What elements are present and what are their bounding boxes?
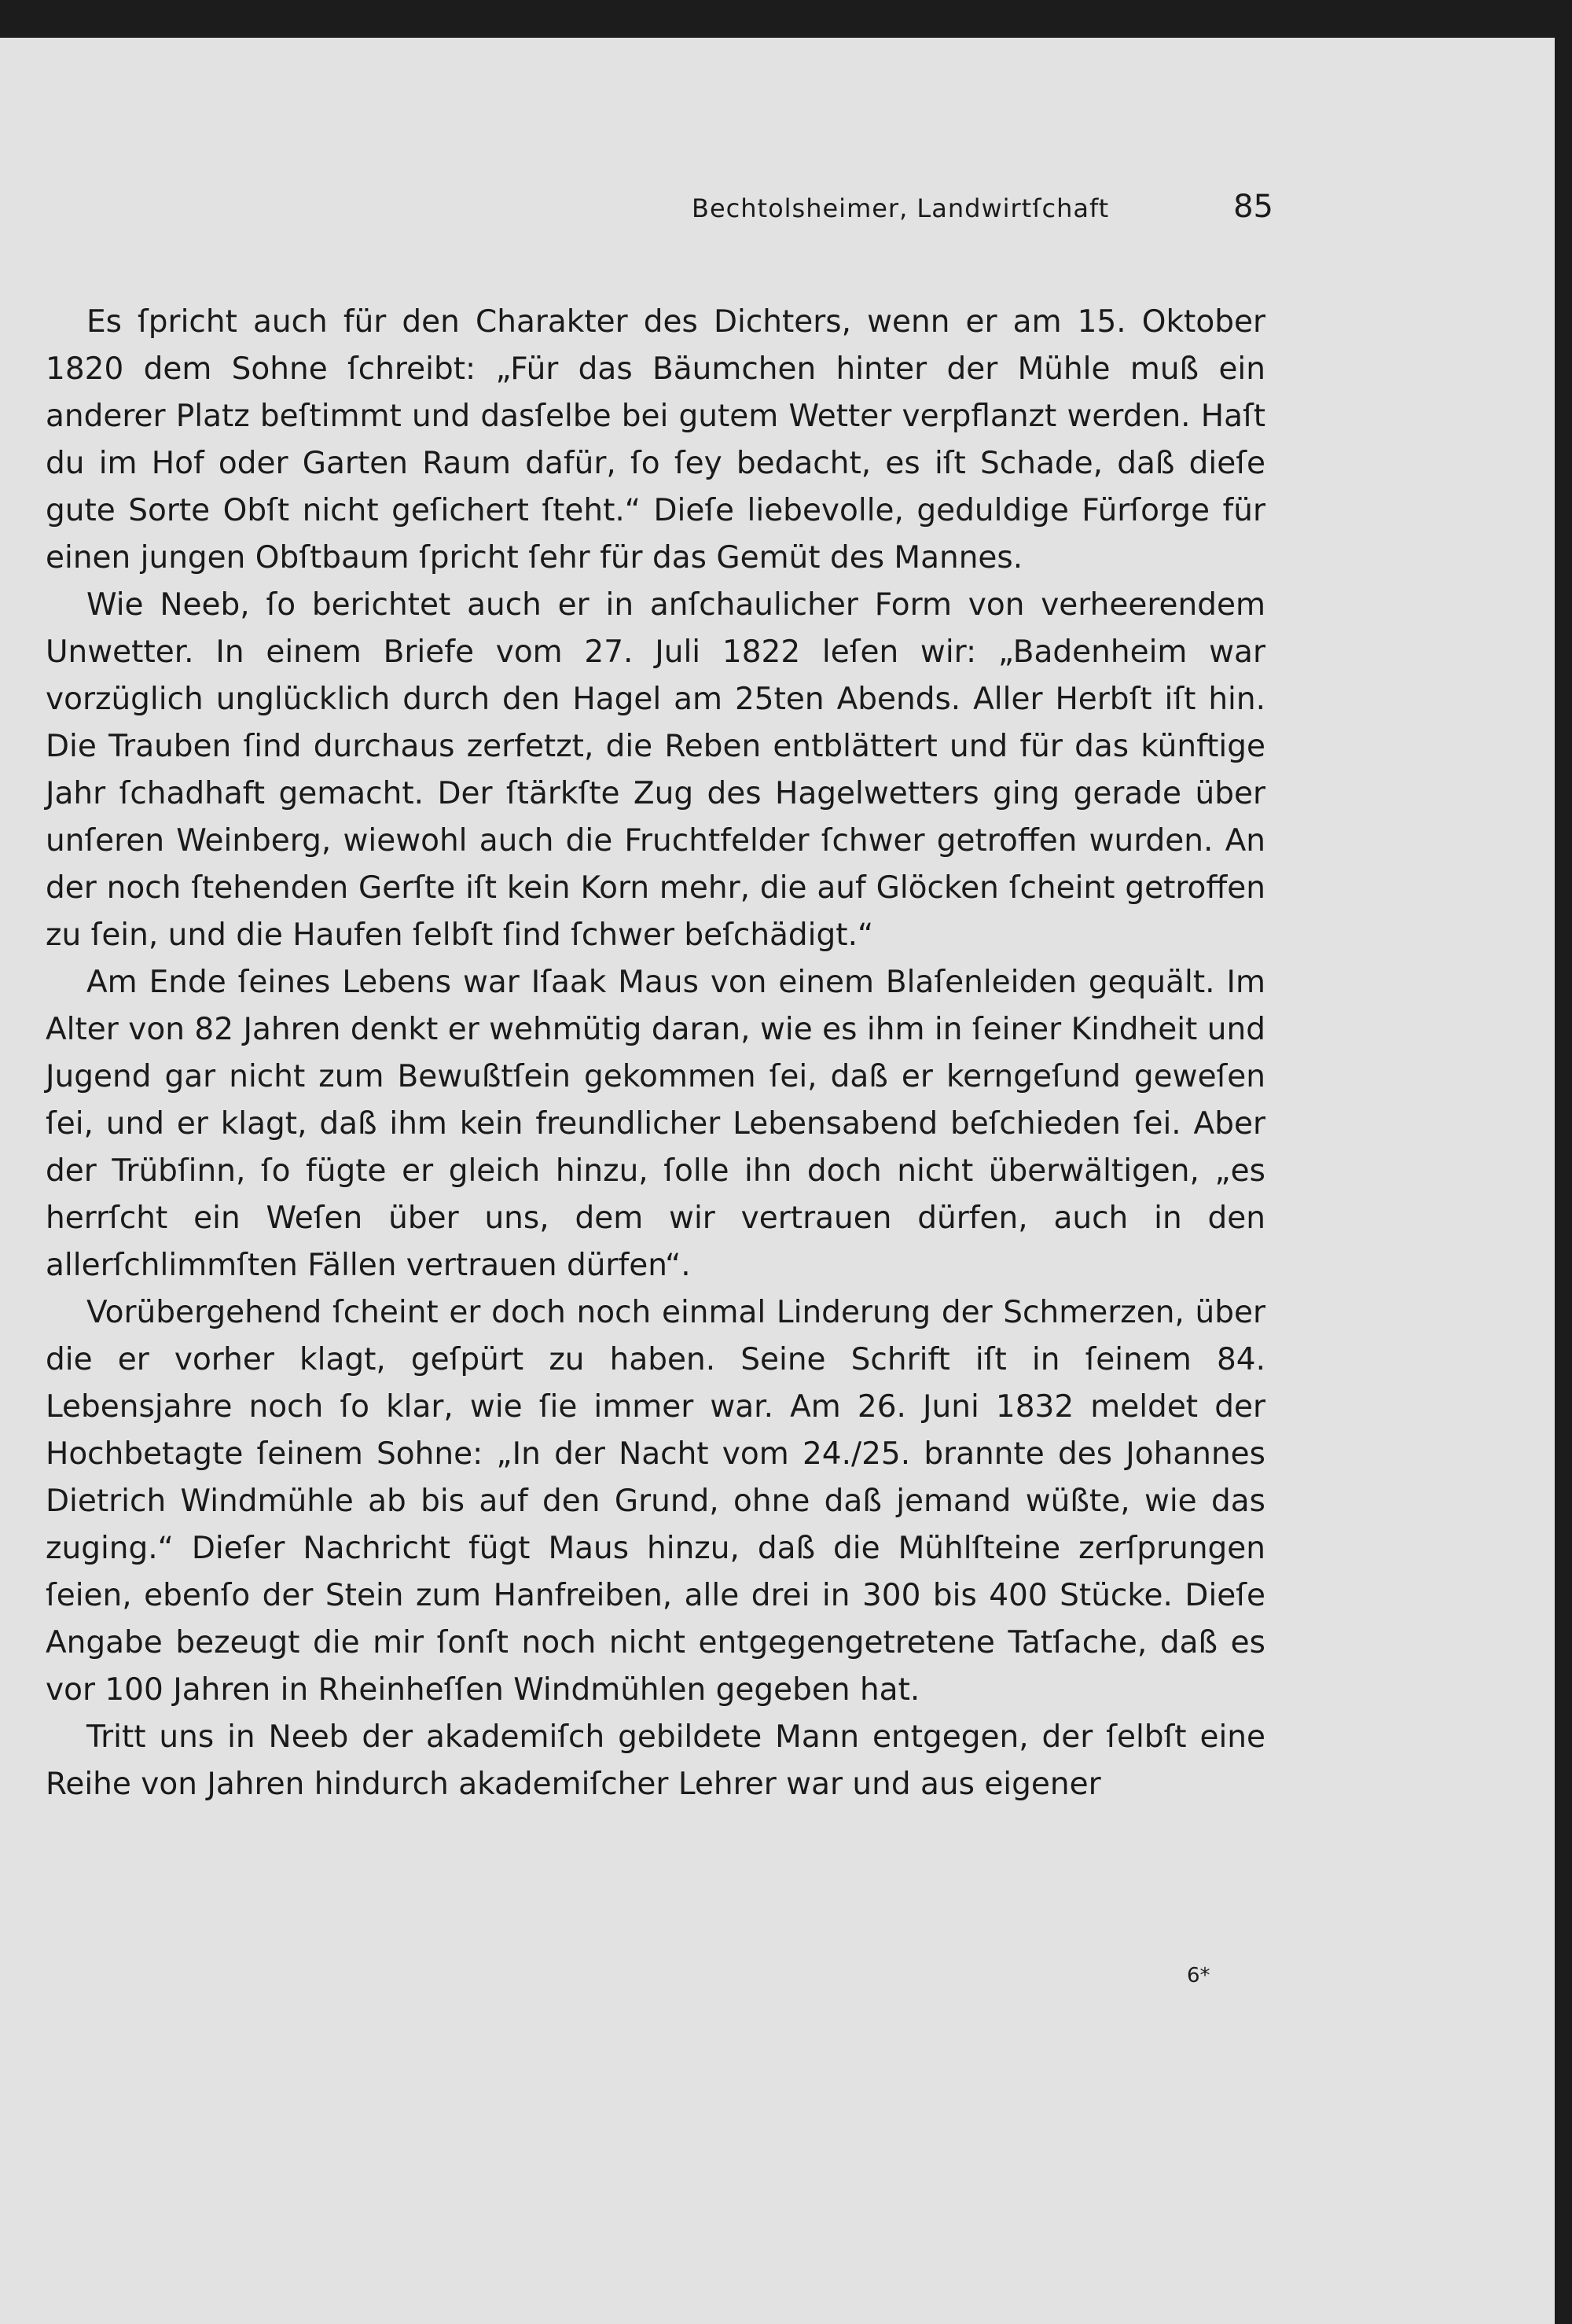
paragraph-1: Es ſpricht auch für den Charakter des Dichters, wenn er am 15. Oktober 1820 dem Sohne ſchreibt: „Für das Bäumchen hinter der Mühle muß ein anderer Platz beſtimmt und dasſelbe bei gutem Wetter verpflanzt werden. Haſt du im Hof oder Garten Raum dafür, ſo ſey bedacht, es iſt Schade, daß dieſe gute Sorte Obſt nicht geſichert ſteht.“ Dieſe liebevolle, geduldige Fürſorge für einen jungen Obſtbaum ſpricht ſehr für das Gemüt des Mannes.: [46, 304, 1265, 575]
paragraph-5: Tritt uns in Neeb der akademiſch gebildete Mann entgegen, der ſelbſt eine Reihe von Jahren hindurch akademiſcher Lehrer war und aus eigener: [46, 1719, 1265, 1802]
running-head: Bechtolsheimer, Landwirtſchaft: [692, 193, 1110, 223]
page-number: 85: [1233, 189, 1273, 225]
body-text: [46, 299, 1265, 1808]
paragraph-4: Vorübergehend ſcheint er doch noch einmal Linderung der Schmerzen, über die er vorher klagt, geſpürt zu haben. Seine Schrift iſt in ſeinem 84. Lebensjahre noch ſo klar, wie ſie immer war. Am 26. Juni 1832 meldet der Hochbetagte ſeinem Sohne: „In der Nacht vom 24./25. brannte des Johannes Dietrich Windmühle ab bis auf den Grund, ohne daß jemand wüßte, wie das zuging.“ Dieſer Nachricht fügt Maus hinzu, daß die Mühlſteine zerſprungen ſeien, ebenſo der Stein zum Hanfreiben, alle drei in 300 bis 400 Stücke. Dieſe Angabe bezeugt die mir ſonſt noch nicht entgegengetretene Tatſache, daß es vor 100 Jahren in Rheinheſſen Windmühlen gegeben hat.: [46, 1295, 1265, 1708]
book-page: [0, 38, 1555, 2324]
signature-mark: 6*: [1187, 1964, 1210, 1988]
paragraph-2: Wie Neeb, ſo berichtet auch er in anſchaulicher Form von verheerendem Unwetter. In einem Briefe vom 27. Juli 1822 leſen wir: „Badenheim war vorzüglich unglücklich durch den Hagel am 25ten Abends. Aller Herbſt iſt hin. Die Trauben ſind durchaus zerfetzt, die Reben entblättert und für das künftige Jahr ſchadhaft gemacht. Der ſtärkſte Zug des Hagelwetters ging gerade über unſeren Weinberg, wiewohl auch die Fruchtfelder ſchwer getroffen wurden. An der noch ſtehenden Gerſte iſt kein Korn mehr, die auf Glöcken ſcheint getroffen zu ſein, und die Haufen ſelbſt ſind ſchwer beſchädigt.“: [46, 587, 1265, 953]
page-header: [692, 189, 1273, 236]
paragraph-3: Am Ende ſeines Lebens war Iſaak Maus von einem Blaſenleiden gequält. Im Alter von 82 Jahren denkt er wehmütig daran, wie es ihm in ſeiner Kindheit und Jugend gar nicht zum Bewußtſein gekommen ſei, daß er kerngeſund geweſen ſei, und er klagt, daß ihm kein freundlicher Lebensabend beſchieden ſei. Aber der Trübſinn, ſo fügte er gleich hinzu, ſolle ihn doch nicht überwältigen, „es herrſcht ein Weſen über uns, dem wir vertrauen dürfen, auch in den allerſchlimmſten Fällen vertrauen dürfen“.: [46, 965, 1265, 1283]
